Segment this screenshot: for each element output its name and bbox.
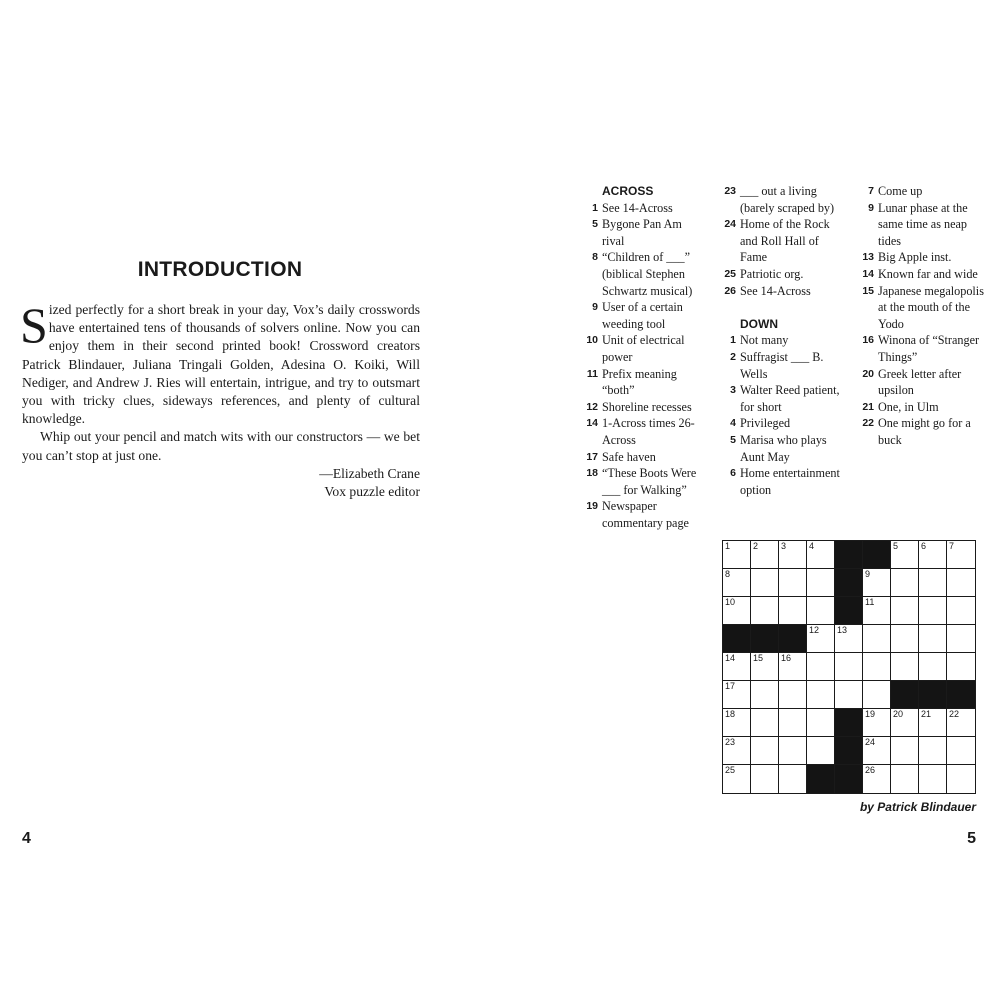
grid-cell[interactable]: [919, 737, 947, 765]
clue-text: Newspaper commentary page: [602, 499, 689, 530]
grid-cell[interactable]: [807, 569, 835, 597]
clue-number: 19: [586, 500, 598, 513]
grid-block: [835, 765, 863, 793]
grid-cell[interactable]: [779, 765, 807, 793]
intro-body: [20, 297, 420, 501]
clue-column-3: [856, 183, 984, 449]
cell-number: 21: [921, 709, 932, 719]
grid-cell[interactable]: [891, 569, 919, 597]
grid-cell[interactable]: [751, 653, 779, 681]
grid-block: [835, 709, 863, 737]
clue-text: Patriotic org.: [740, 266, 804, 281]
clue-item: [718, 349, 846, 382]
clue-text: Suffragist ___ B. Wells: [740, 349, 824, 381]
clue-text: Known far and wide: [878, 266, 978, 281]
clue-number: 16: [862, 334, 874, 347]
clue-number: 17: [586, 450, 598, 463]
clue-number: 18: [586, 467, 598, 480]
clue-item: [856, 200, 984, 250]
grid-block: [807, 765, 835, 793]
cell-number: 12: [809, 625, 820, 635]
grid-block: [835, 597, 863, 625]
clue-item: [856, 266, 984, 283]
clue-item: [718, 266, 846, 283]
page-number-right: 5: [967, 830, 976, 847]
grid-cell[interactable]: [919, 765, 947, 793]
clue-item: [718, 283, 846, 300]
intro-title: INTRODUCTION: [137, 258, 303, 281]
clue-number: 4: [730, 417, 736, 430]
grid-cell[interactable]: [947, 597, 975, 625]
cell-number: 16: [781, 653, 792, 663]
grid-cell[interactable]: [723, 709, 751, 737]
clue-number: 10: [586, 334, 598, 347]
grid-cell[interactable]: [723, 765, 751, 793]
clue-text: Winona of “Stranger Things”: [878, 333, 980, 364]
grid-cell[interactable]: [779, 541, 807, 569]
grid-block: [835, 569, 863, 597]
cell-number: 5: [893, 541, 899, 551]
drop-cap: S: [20, 297, 48, 353]
clue-item: [856, 399, 984, 416]
clue-number: 6: [730, 467, 736, 480]
cell-number: 11: [865, 597, 875, 607]
clue-number: 23: [724, 185, 736, 197]
cell-number: 1: [725, 541, 731, 551]
clue-text: Unit of electrical power: [602, 333, 685, 364]
clue-item: [580, 200, 705, 217]
clue-text: One might go for a buck: [878, 416, 971, 447]
grid-block: [919, 681, 947, 709]
grid-cell[interactable]: [891, 737, 919, 765]
grid-cell[interactable]: [891, 625, 919, 653]
grid-cell[interactable]: [779, 709, 807, 737]
intro-paragraph-1: [20, 297, 420, 428]
clue-text: Safe haven: [602, 449, 656, 464]
clue-text: Lunar phase at the same time as neap tides: [878, 200, 968, 248]
grid-cell[interactable]: [751, 541, 779, 569]
cell-number: 24: [865, 737, 876, 747]
clue-number: 9: [868, 201, 874, 214]
grid-cell[interactable]: [863, 681, 891, 709]
grid-cell[interactable]: [751, 737, 779, 765]
spacer: [718, 299, 846, 316]
grid-cell[interactable]: [835, 625, 863, 653]
cell-number: 20: [893, 709, 904, 719]
clue-number: 8: [592, 251, 598, 264]
clue-number: 14: [586, 417, 598, 430]
clue-item: [718, 216, 846, 266]
clue-item: [856, 249, 984, 266]
clue-text: Home of the Rock and Roll Hall of Fame: [740, 217, 830, 265]
grid-block: [779, 625, 807, 653]
clue-text: Marisa who plays Aunt May: [740, 432, 827, 464]
clue-number: 9: [592, 301, 598, 314]
clue-column-1: [580, 183, 705, 531]
grid-cell[interactable]: [919, 653, 947, 681]
grid-cell[interactable]: [723, 653, 751, 681]
grid-cell[interactable]: [863, 653, 891, 681]
grid-cell[interactable]: [751, 681, 779, 709]
grid-cell[interactable]: [863, 765, 891, 793]
clue-item: [580, 449, 705, 466]
grid-cell[interactable]: [807, 597, 835, 625]
clue-text: Home entertainment option: [740, 466, 840, 497]
grid-cell[interactable]: [807, 709, 835, 737]
grid-cell[interactable]: [947, 709, 975, 737]
cell-number: 6: [921, 541, 927, 551]
clue-number: 14: [862, 267, 874, 280]
clue-number: 2: [730, 350, 736, 363]
clue-number: 1: [730, 334, 736, 347]
grid-cell[interactable]: [891, 653, 919, 681]
clue-number: 1: [592, 201, 598, 214]
grid-cell[interactable]: [863, 737, 891, 765]
grid-cell[interactable]: [891, 765, 919, 793]
grid-cell[interactable]: [835, 653, 863, 681]
grid-cell[interactable]: [947, 569, 975, 597]
grid-cell[interactable]: [947, 653, 975, 681]
clue-number: 21: [862, 400, 874, 413]
grid-block: [835, 737, 863, 765]
grid-cell[interactable]: [891, 709, 919, 737]
grid-cell[interactable]: [723, 541, 751, 569]
grid-cell[interactable]: [863, 569, 891, 597]
crossword-grid: [722, 540, 976, 794]
clue-item: [718, 465, 846, 498]
clue-text: Come up: [878, 184, 923, 198]
clue-text: Privileged: [740, 416, 791, 431]
clue-text: Greek letter after upsilon: [878, 366, 962, 398]
cell-number: 10: [725, 597, 736, 607]
grid-cell[interactable]: [779, 597, 807, 625]
grid-cell[interactable]: [779, 569, 807, 597]
grid-cell[interactable]: [863, 597, 891, 625]
across-heading: ACROSS: [602, 184, 654, 198]
page-number-left: 4: [22, 830, 31, 847]
grid-cell[interactable]: [751, 765, 779, 793]
grid-block: [891, 681, 919, 709]
clue-text: Not many: [740, 333, 789, 348]
clue-number: 25: [724, 267, 736, 280]
cell-number: 14: [725, 653, 736, 663]
clue-number: 7: [868, 185, 874, 197]
clue-text: Shoreline recesses: [602, 399, 692, 414]
clue-number: 11: [586, 367, 598, 380]
grid-block: [947, 681, 975, 709]
clue-item: [718, 432, 846, 465]
grid-cell[interactable]: [807, 653, 835, 681]
cell-number: 22: [949, 709, 960, 719]
clue-number: 12: [586, 400, 598, 413]
clue-number: 20: [862, 367, 874, 380]
grid-cell[interactable]: [919, 541, 947, 569]
clue-text: Bygone Pan Am rival: [602, 217, 682, 248]
grid-cell[interactable]: [919, 709, 947, 737]
clue-item: [718, 382, 846, 415]
cell-number: 8: [725, 569, 731, 579]
clue-text: One, in Ulm: [878, 399, 939, 414]
clue-text: Walter Reed patient, for short: [740, 383, 840, 414]
intro-paragraph-2: Whip out your pencil and match wits with our constructors — we bet you can’t stop at just one.: [22, 429, 420, 463]
grid-cell[interactable]: [779, 681, 807, 709]
grid-cell[interactable]: [919, 597, 947, 625]
clue-item: [856, 366, 984, 399]
clue-text: See 14-Across: [602, 200, 673, 215]
clue-item: [580, 366, 705, 399]
clue-item: [856, 332, 984, 365]
clue-item: [580, 249, 705, 299]
clue-item: [718, 183, 846, 216]
clue-text: 1-Across times 26-Across: [602, 416, 695, 447]
grid-cell[interactable]: [807, 625, 835, 653]
grid-cell[interactable]: [807, 541, 835, 569]
cell-number: 9: [865, 569, 871, 579]
signature-name: —Elizabeth Crane: [319, 465, 420, 481]
grid-cell[interactable]: [723, 597, 751, 625]
grid-cell[interactable]: [863, 625, 891, 653]
grid-cell[interactable]: [723, 569, 751, 597]
clue-text: See 14-Across: [740, 283, 811, 298]
cell-number: 13: [837, 625, 848, 635]
clue-text: “These Boots Were ___ for Walking”: [602, 466, 697, 497]
cell-number: 3: [781, 541, 787, 551]
clue-item: [856, 283, 984, 333]
cell-number: 2: [753, 541, 759, 551]
grid-cell[interactable]: [807, 681, 835, 709]
clue-text: Japanese megalopolis at the mouth of the Yodo: [878, 283, 984, 331]
clue-number: 5: [592, 218, 598, 231]
grid-block: [835, 541, 863, 569]
clue-number: 24: [724, 218, 736, 231]
clue-number: 13: [862, 251, 874, 264]
cell-number: 26: [865, 765, 876, 775]
clue-item: [718, 415, 846, 432]
intro-paragraph-1-text: ized perfectly for a short break in your day, Vox’s daily crosswords have entertained tens of thousands of solvers online. Now you can enjoy them in their second printed book! Crossword creators Patrick Blindauer, Juliana Tringali Golden, Adesina O. Koiki, Will Nediger, and Andrew J. Ries will entertain, intrigue, and try to outsmart you with tricky clues, sideways references, and plenty of cultural knowledge.: [22, 302, 420, 427]
grid-cell[interactable]: [723, 737, 751, 765]
grid-cell[interactable]: [919, 569, 947, 597]
clue-item: [580, 332, 705, 365]
clue-item: [580, 415, 705, 448]
clue-item: [856, 183, 984, 200]
grid-cell[interactable]: [751, 569, 779, 597]
clue-text: ___ out a living (barely scraped by): [740, 184, 835, 215]
clue-number: 3: [730, 384, 736, 397]
clue-text: User of a certain weeding tool: [602, 300, 683, 331]
cell-number: 17: [725, 681, 736, 691]
signature-title: Vox puzzle editor: [324, 484, 420, 500]
grid-cell[interactable]: [947, 765, 975, 793]
clue-number: 15: [862, 284, 874, 297]
cell-number: 18: [725, 709, 736, 719]
grid-cell[interactable]: [863, 709, 891, 737]
clue-item: [856, 415, 984, 448]
grid-cell[interactable]: [947, 625, 975, 653]
clue-text: “Children of ___” (biblical Stephen Schwartz musical): [602, 250, 693, 298]
grid-cell[interactable]: [807, 737, 835, 765]
clue-item: [580, 299, 705, 332]
grid-block: [863, 541, 891, 569]
cell-number: 23: [725, 737, 736, 747]
clue-item: [718, 332, 846, 349]
grid-cell[interactable]: [835, 681, 863, 709]
grid-block: [723, 625, 751, 653]
grid-cell[interactable]: [779, 737, 807, 765]
grid-block: [751, 625, 779, 653]
grid-cell[interactable]: [919, 625, 947, 653]
cell-number: 15: [753, 653, 764, 663]
cell-number: 7: [949, 541, 955, 551]
clue-text: Big Apple inst.: [878, 250, 952, 265]
grid-cell[interactable]: [723, 681, 751, 709]
grid-cell[interactable]: [779, 653, 807, 681]
clue-number: 5: [730, 433, 736, 446]
grid-cell[interactable]: [947, 541, 975, 569]
grid-cell[interactable]: [947, 737, 975, 765]
grid-cell[interactable]: [751, 709, 779, 737]
clue-column-2: [718, 183, 846, 498]
grid-cell[interactable]: [891, 597, 919, 625]
clue-number: 22: [862, 417, 874, 430]
clue-item: [580, 498, 705, 531]
clue-item: [580, 399, 705, 416]
clue-number: 26: [724, 284, 736, 297]
cell-number: 4: [809, 541, 815, 551]
clue-text: Prefix meaning “both”: [602, 366, 677, 398]
grid-cell[interactable]: [751, 597, 779, 625]
cell-number: 19: [865, 709, 876, 719]
grid-cell[interactable]: [891, 541, 919, 569]
byline: by Patrick Blindauer: [859, 800, 976, 814]
clue-item: [580, 216, 705, 249]
cell-number: 25: [725, 765, 736, 775]
clue-item: [580, 465, 705, 498]
down-heading: DOWN: [740, 316, 778, 331]
